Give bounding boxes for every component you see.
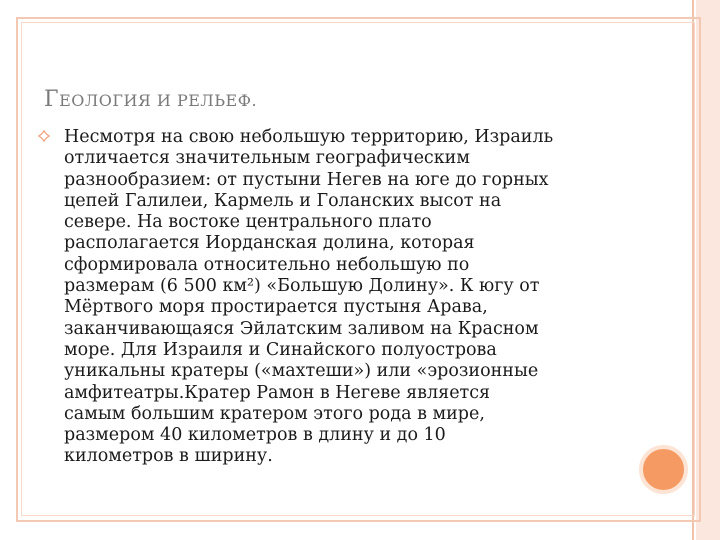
bullet-line: размером 40 километров в длину и до 10 [64, 425, 446, 446]
bullet-line: сформировала относительно небольшую по [64, 254, 470, 275]
slide-title-rest: ЕОЛОГИЯ И РЕЛЬЕФ. [59, 91, 258, 110]
bullet-line: уникальны кратеры («махтеши») или «эрозионные [64, 361, 539, 382]
outlined-diamond-flower-icon [38, 130, 50, 142]
bullet-line: заканчивающаяся Эйлатским заливом на Красном [64, 318, 539, 339]
bullet-line: севере. На востоке центрального плато [64, 212, 432, 233]
orange-circle-decoration [639, 445, 688, 494]
bullet-line: километров в ширину. [64, 446, 273, 467]
bullet-line: самым большим кратером этого рода в мире, [64, 403, 485, 424]
bullet-line: размерам (6 500 км²) «Большую Долину». К югу от [64, 276, 540, 297]
bullet-line: располагается Иорданская долина, которая [64, 233, 475, 254]
bullet-list [38, 127, 628, 468]
bullet-text [64, 127, 628, 468]
slide-title [44, 76, 257, 114]
slide-title-initial: Г [44, 87, 60, 112]
bullet-line: море. Для Израиля и Синайского полуострова [64, 339, 497, 360]
bullet-line: отличается значительным географическим [64, 148, 470, 169]
bullet-line: разнообразием: от пустыни Негев на юге до горных [64, 169, 549, 190]
bullet-item [38, 127, 628, 468]
bullet-line: амфитеатры.Кратер Рамон в Негеве является [64, 382, 491, 403]
bullet-line: Мёртвого моря простирается пустыня Арава, [64, 297, 488, 318]
bullet-line: цепей Галилеи, Кармель и Голанских высот на [64, 190, 502, 211]
bullet-line: Несмотря на свою небольшую территорию, Израиль [64, 127, 554, 147]
